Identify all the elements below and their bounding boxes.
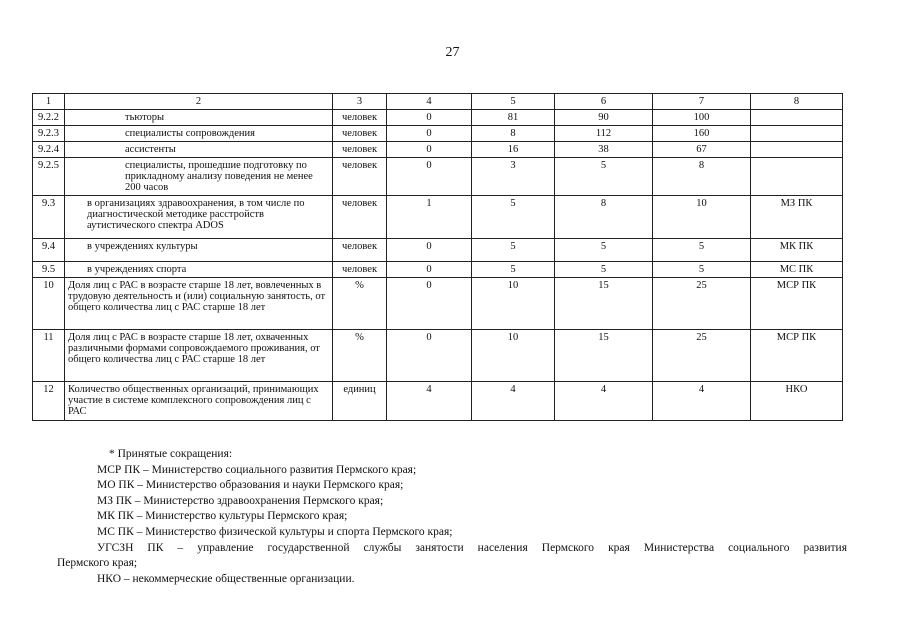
note-item-ugszn: УГСЗН ПК – управление государственной службы занятости населения Пермского края Министерства социального развития (97, 541, 847, 554)
notes-title: * Принятые сокращения: (109, 448, 233, 460)
abbreviations-notes (57, 447, 847, 587)
indicator-name-cell: в учреждениях спорта (65, 262, 333, 278)
indicator-name-cell: специалисты, прошедшие подготовку по прикладному анализу поведения не менее 200 часов (65, 158, 333, 196)
value-cell: 15 (555, 330, 653, 382)
unit-cell: % (333, 278, 387, 330)
header-cell: 3 (333, 94, 387, 110)
row-number-cell: 11 (33, 330, 65, 382)
indicator-name-cell: в учреждениях культуры (65, 239, 333, 262)
value-cell: 5 (653, 239, 751, 262)
header-cell: 6 (555, 94, 653, 110)
row-number-cell: 9.2.3 (33, 126, 65, 142)
value-cell: 5 (555, 239, 653, 262)
value-cell: 38 (555, 142, 653, 158)
value-cell: 5 (555, 158, 653, 196)
row-number-cell: 12 (33, 382, 65, 421)
row-number-cell: 9.5 (33, 262, 65, 278)
row-number-cell: 9.2.2 (33, 110, 65, 126)
value-cell: 0 (387, 158, 472, 196)
value-cell: 4 (387, 382, 472, 421)
indicator-name-cell: Доля лиц с РАС в возрасте старше 18 лет, вовлеченных в трудовую деятельность и (или) социальную занятость, от общего количества лиц с РАС старше 18 лет (65, 278, 333, 330)
note-item: МС ПК – Министерство физической культуры и спорта Пермского края; (97, 525, 453, 538)
unit-cell: человек (333, 126, 387, 142)
indicators-table (32, 93, 843, 421)
header-row (33, 94, 843, 110)
value-cell: 8 (653, 158, 751, 196)
note-item: МО ПК – Министерство образования и науки Пермского края; (97, 479, 404, 492)
value-cell: 16 (472, 142, 555, 158)
value-cell: 0 (387, 110, 472, 126)
value-cell: 4 (653, 382, 751, 421)
header-cell: 2 (65, 94, 333, 110)
value-cell: 160 (653, 126, 751, 142)
value-cell: 8 (555, 196, 653, 239)
unit-cell: человек (333, 142, 387, 158)
value-cell: 5 (472, 262, 555, 278)
value-cell: 8 (472, 126, 555, 142)
row-number-cell: 9.4 (33, 239, 65, 262)
table-row (33, 382, 843, 421)
indicator-name-cell: в организациях здравоохранения, в том числе по диагностической методике расстройств аутистического спектра ADOS (65, 196, 333, 239)
value-cell: 100 (653, 110, 751, 126)
responsible-cell: НКО (751, 382, 843, 421)
value-cell: 3 (472, 158, 555, 196)
indicator-name-cell: Доля лиц с РАС в возрасте старше 18 лет, охваченных различными формами сопровождаемого проживания, от общего количества лиц с РАС старше 18 лет (65, 330, 333, 382)
value-cell: 67 (653, 142, 751, 158)
value-cell: 5 (555, 262, 653, 278)
header-cell: 8 (751, 94, 843, 110)
header-cell: 4 (387, 94, 472, 110)
value-cell: 25 (653, 278, 751, 330)
value-cell: 0 (387, 278, 472, 330)
indicator-name-cell: Количество общественных организаций, принимающих участие в системе комплексного сопровождения лиц с РАС (65, 382, 333, 421)
responsible-cell: МЗ ПК (751, 196, 843, 239)
value-cell: 81 (472, 110, 555, 126)
table-row (33, 239, 843, 262)
value-cell: 5 (472, 196, 555, 239)
value-cell: 112 (555, 126, 653, 142)
value-cell: 0 (387, 126, 472, 142)
value-cell: 4 (472, 382, 555, 421)
indicator-name-cell: специалисты сопровождения (65, 126, 333, 142)
table-row (33, 196, 843, 239)
responsible-cell: МСР ПК (751, 330, 843, 382)
table-row (33, 126, 843, 142)
table-row (33, 158, 843, 196)
responsible-cell (751, 158, 843, 196)
note-item: МЗ ПК – Министерство здравоохранения Пермского края; (97, 494, 384, 507)
value-cell: 5 (472, 239, 555, 262)
value-cell: 0 (387, 239, 472, 262)
note-item-ugszn-cont: Пермского края; (57, 557, 138, 570)
value-cell: 0 (387, 142, 472, 158)
responsible-cell (751, 110, 843, 126)
table-row (33, 142, 843, 158)
value-cell: 1 (387, 196, 472, 239)
unit-cell: % (333, 330, 387, 382)
table-row (33, 330, 843, 382)
unit-cell: человек (333, 110, 387, 126)
note-item: МК ПК – Министерство культуры Пермского края; (97, 510, 348, 523)
value-cell: 15 (555, 278, 653, 330)
responsible-cell: МК ПК (751, 239, 843, 262)
table-row (33, 262, 843, 278)
value-cell: 5 (653, 262, 751, 278)
responsible-cell: МС ПК (751, 262, 843, 278)
indicator-name-cell: тьюторы (65, 110, 333, 126)
row-number-cell: 10 (33, 278, 65, 330)
value-cell: 0 (387, 262, 472, 278)
note-item-nko: НКО – некоммерческие общественные организации. (97, 572, 355, 585)
page-number: 27 (445, 45, 460, 60)
header-cell: 1 (33, 94, 65, 110)
row-number-cell: 9.2.5 (33, 158, 65, 196)
value-cell: 25 (653, 330, 751, 382)
row-number-cell: 9.3 (33, 196, 65, 239)
unit-cell: единиц (333, 382, 387, 421)
unit-cell: человек (333, 239, 387, 262)
value-cell: 0 (387, 330, 472, 382)
header-cell: 5 (472, 94, 555, 110)
responsible-cell (751, 126, 843, 142)
table-row (33, 278, 843, 330)
value-cell: 10 (472, 330, 555, 382)
row-number-cell: 9.2.4 (33, 142, 65, 158)
unit-cell: человек (333, 196, 387, 239)
note-item: МСР ПК – Министерство социального развития Пермского края; (97, 463, 417, 476)
responsible-cell (751, 142, 843, 158)
responsible-cell: МСР ПК (751, 278, 843, 330)
unit-cell: человек (333, 262, 387, 278)
value-cell: 4 (555, 382, 653, 421)
value-cell: 10 (472, 278, 555, 330)
value-cell: 90 (555, 110, 653, 126)
table-row (33, 110, 843, 126)
unit-cell: человек (333, 158, 387, 196)
value-cell: 10 (653, 196, 751, 239)
header-cell: 7 (653, 94, 751, 110)
indicator-name-cell: ассистенты (65, 142, 333, 158)
